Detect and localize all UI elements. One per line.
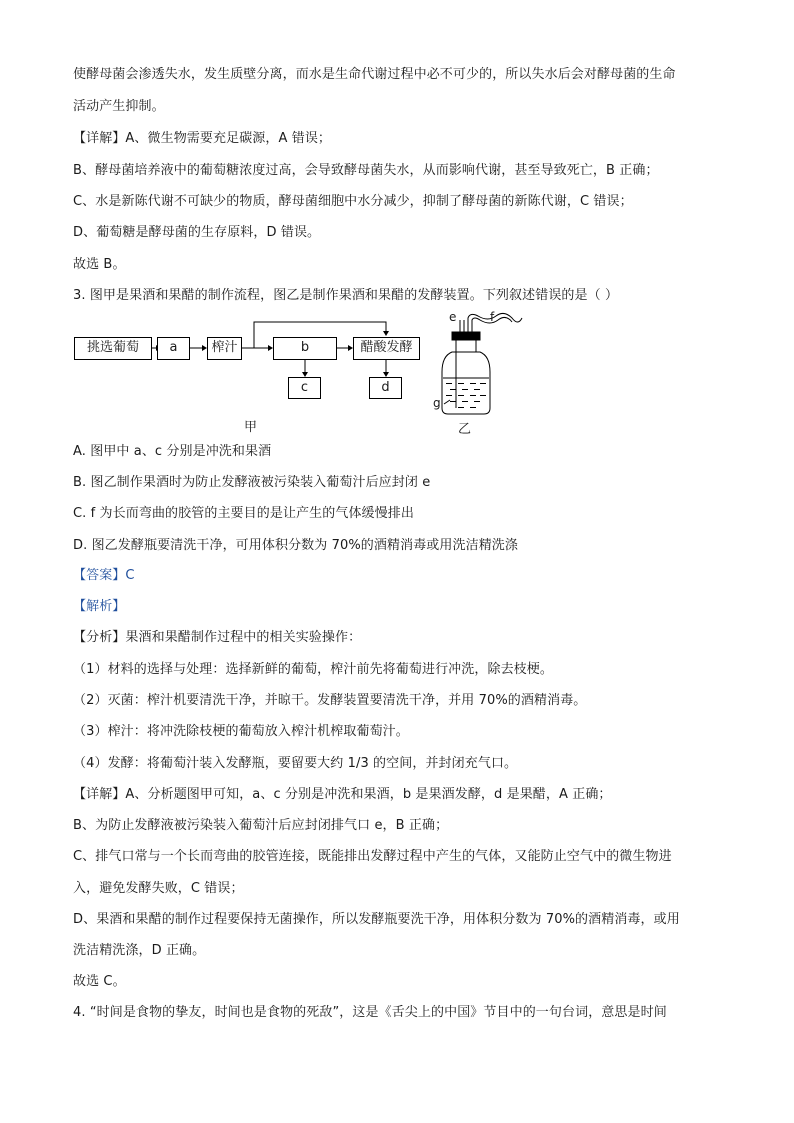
- text-line: 【分析】果酒和果醋制作过程中的相关实验操作：: [73, 630, 362, 645]
- text-line: C、排气口常与一个长而弯曲的胶管连接，既能排出发酵过程中产生的气体，又能防止空气中的微生物进: [73, 849, 672, 864]
- text-line: D、果酒和果醋的制作过程要保持无菌操作，所以发酵瓶要洗干净，用体积分数为 70%的酒精消毒，或用: [73, 912, 680, 927]
- apparatus-label-f: f: [490, 310, 495, 324]
- question-3-stem: 3. 图甲是果酒和果醋的制作流程，图乙是制作果酒和果醋的发酵装置。下列叙述错误的是（ ）: [73, 288, 619, 303]
- flow-box-d: d: [369, 377, 402, 399]
- option-c: C. f 为长而弯曲的胶管的主要目的是让产生的气体缓慢排出: [73, 506, 414, 521]
- flow-box-c: c: [288, 377, 321, 399]
- text-line: D、葡萄糖是酵母菌的生存原料，D 错误。: [73, 225, 321, 240]
- text-line: 洗洁精洗涤，D 正确。: [73, 943, 206, 958]
- text-line: （4）发酵：将葡萄汁装入发酵瓶，要留要大约 1/3 的空间，并封闭充气口。: [73, 756, 518, 771]
- figure-label-yi: 乙: [458, 422, 472, 437]
- text-line: 活动产生抑制。: [73, 99, 165, 114]
- text-line: 使酵母菌会渗透失水，发生质壁分离，而水是生命代谢过程中必不可少的，所以失水后会对酵母菌的生命: [73, 67, 676, 82]
- text-line: B、酵母菌培养液中的葡萄糖浓度过高，会导致酵母菌失水，从而影响代谢，甚至导致死亡，B 正确；: [73, 163, 659, 178]
- flow-box-vinegar-fermentation: 醋酸发酵: [353, 337, 420, 360]
- text-line: （2）灭菌：榨汁机要清洗干净，并晾干。发酵装置要清洗干净，并用 70%的酒精消毒。: [73, 693, 587, 708]
- text-line: C、水是新陈代谢不可缺少的物质，酵母菌细胞中水分减少，抑制了酵母菌的新陈代谢，C 错误；: [73, 194, 633, 209]
- liquid-dashes: [446, 383, 486, 408]
- text-line: 故选 B。: [73, 257, 126, 272]
- analysis-label: 【解析】: [73, 599, 126, 614]
- text-line: 【详解】A、微生物需要充足碳源，A 错误；: [73, 131, 332, 146]
- answer-label: 【答案】C: [73, 568, 135, 583]
- text-line: 【详解】A、分析题图甲可知，a、c 分别是冲洗和果酒，b 是果酒发酵，d 是果醋，A 正确；: [73, 787, 612, 802]
- flow-box-press: 榨汁: [207, 337, 242, 360]
- apparatus-label-e: e: [449, 310, 457, 324]
- option-b: B. 图乙制作果酒时为防止发酵液被污染装入葡萄汁后应封闭 e: [73, 475, 431, 490]
- text-line: 入，避免发酵失败，C 错误；: [73, 881, 244, 896]
- text-line: B、为防止发酵液被污染装入葡萄汁后应封闭排气口 e，B 正确；: [73, 818, 449, 833]
- flow-box-pick-grapes: 挑选葡萄: [74, 337, 152, 360]
- text-line: 故选 C。: [73, 974, 126, 989]
- question-4-stem: 4. “时间是食物的挚友，时间也是食物的死敌”，这是《舌尖上的中国》节目中的一句台词，意思是时间: [73, 1005, 667, 1020]
- text-line: （3）榨汁：将冲洗除枝梗的葡萄放入榨汁机榨取葡萄汁。: [73, 724, 409, 739]
- flow-box-b: b: [273, 337, 337, 360]
- apparatus-label-g: g: [433, 396, 441, 410]
- flow-box-a: a: [157, 337, 190, 360]
- figure-label-jia: 甲: [244, 420, 258, 435]
- fermentation-bottle: [442, 313, 522, 414]
- text-line: （1）材料的选择与处理：选择新鲜的葡萄，榨汁前先将葡萄进行冲洗，除去枝梗。: [73, 662, 553, 677]
- option-a: A. 图甲中 a、c 分别是冲洗和果酒: [73, 444, 272, 459]
- option-d: D. 图乙发酵瓶要清洗干净，可用体积分数为 70%的酒精消毒或用洗洁精洗涤: [73, 538, 519, 553]
